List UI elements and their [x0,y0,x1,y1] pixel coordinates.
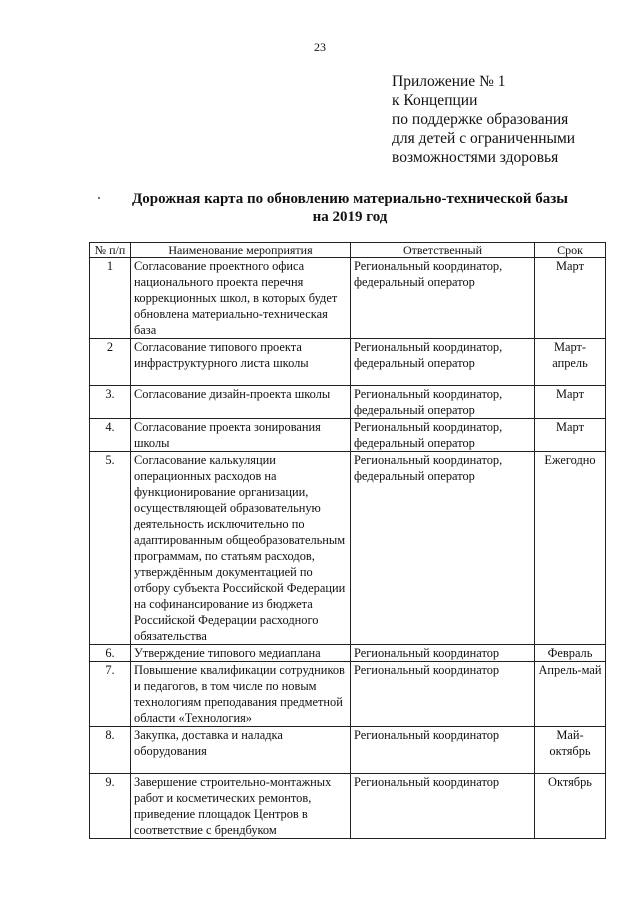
table-row [90,419,606,452]
row-term: Октябрь [535,774,606,839]
row-activity: Согласование проекта зонирования школы [131,419,351,452]
appendix-line: Приложение № 1 [392,73,506,90]
row-activity: Согласование калькуляции операционных расходов на функционирование организации, осуществляющей образовательную деятельность исключительно по адаптированным общеобразовательным программам, по статьям расходов, утверждённым документацией по отбору субъекта Российской Федерации на софинансирование из бюджета Российской Федерации расходного обязательства [131,452,351,645]
row-activity: Повышение квалификации сотрудников и педагогов, в том числе по новым технологиям преподавания предметной области «Технология» [131,662,351,727]
row-activity: Завершение строительно-монтажных работ и косметических ремонтов, приведение площадок Центров в соответствие с брендбуком [131,774,351,839]
row-number: 3. [90,386,131,419]
header-term: Срок [535,243,606,258]
row-responsible: Региональный координатор [351,774,535,839]
appendix-line: возможностями здоровья [392,149,559,166]
row-responsible: Региональный координатор [351,727,535,774]
title-line-2: на 2019 год [312,209,388,225]
row-term: Март [535,386,606,419]
page-number: 23 [314,40,326,54]
row-term: Февраль [535,645,606,662]
row-number: 7. [90,662,131,727]
row-term: Март [535,419,606,452]
row-number: 8. [90,727,131,774]
appendix-line: к Концепции [392,92,478,109]
table-row [90,386,606,419]
roadmap-table [89,242,606,839]
row-activity: Согласование проектного офиса национального проекта перечня коррекционных школ, в которых будет обновлена материально-техническая база [131,258,351,339]
appendix-line: для детей с ограниченными [392,130,576,147]
row-activity: Согласование дизайн-проекта школы [131,386,351,419]
row-responsible: Региональный координатор, федеральный оператор [351,339,535,386]
row-responsible: Региональный координатор, федеральный оператор [351,452,535,645]
row-number: 1 [90,258,131,339]
table-row [90,258,606,339]
row-term: Апрель-май [535,662,606,727]
table-row [90,727,606,774]
table-row [90,339,606,386]
table-header-row [90,243,606,258]
row-number: 9. [90,774,131,839]
row-responsible: Региональный координатор [351,662,535,727]
appendix-note [392,72,575,167]
table-row [90,452,606,645]
appendix-line: по поддержке образования [392,111,569,128]
row-activity: Закупка, доставка и наладка оборудования [131,727,351,774]
row-number: 5. [90,452,131,645]
header-responsible: Ответственный [351,243,535,258]
table-row [90,662,606,727]
document-title [90,190,610,226]
table-row [90,645,606,662]
row-number: 4. [90,419,131,452]
header-name: Наименование мероприятия [131,243,351,258]
row-number: 2 [90,339,131,386]
title-line-1: Дорожная карта по обновлению материально-технической базы [131,191,569,207]
row-number: 6. [90,645,131,662]
row-term: Май-октябрь [535,727,606,774]
row-term: Март [535,258,606,339]
row-responsible: Региональный координатор, федеральный оператор [351,386,535,419]
row-term: Март-апрель [535,339,606,386]
row-responsible: Региональный координатор, федеральный оператор [351,258,535,339]
row-term: Ежегодно [535,452,606,645]
header-number: № п/п [90,243,131,258]
row-activity: Утверждение типового медиаплана [131,645,351,662]
row-responsible: Региональный координатор [351,645,535,662]
table-row [90,774,606,839]
row-activity: Согласование типового проекта инфраструктурного листа школы [131,339,351,386]
row-responsible: Региональный координатор, федеральный оператор [351,419,535,452]
